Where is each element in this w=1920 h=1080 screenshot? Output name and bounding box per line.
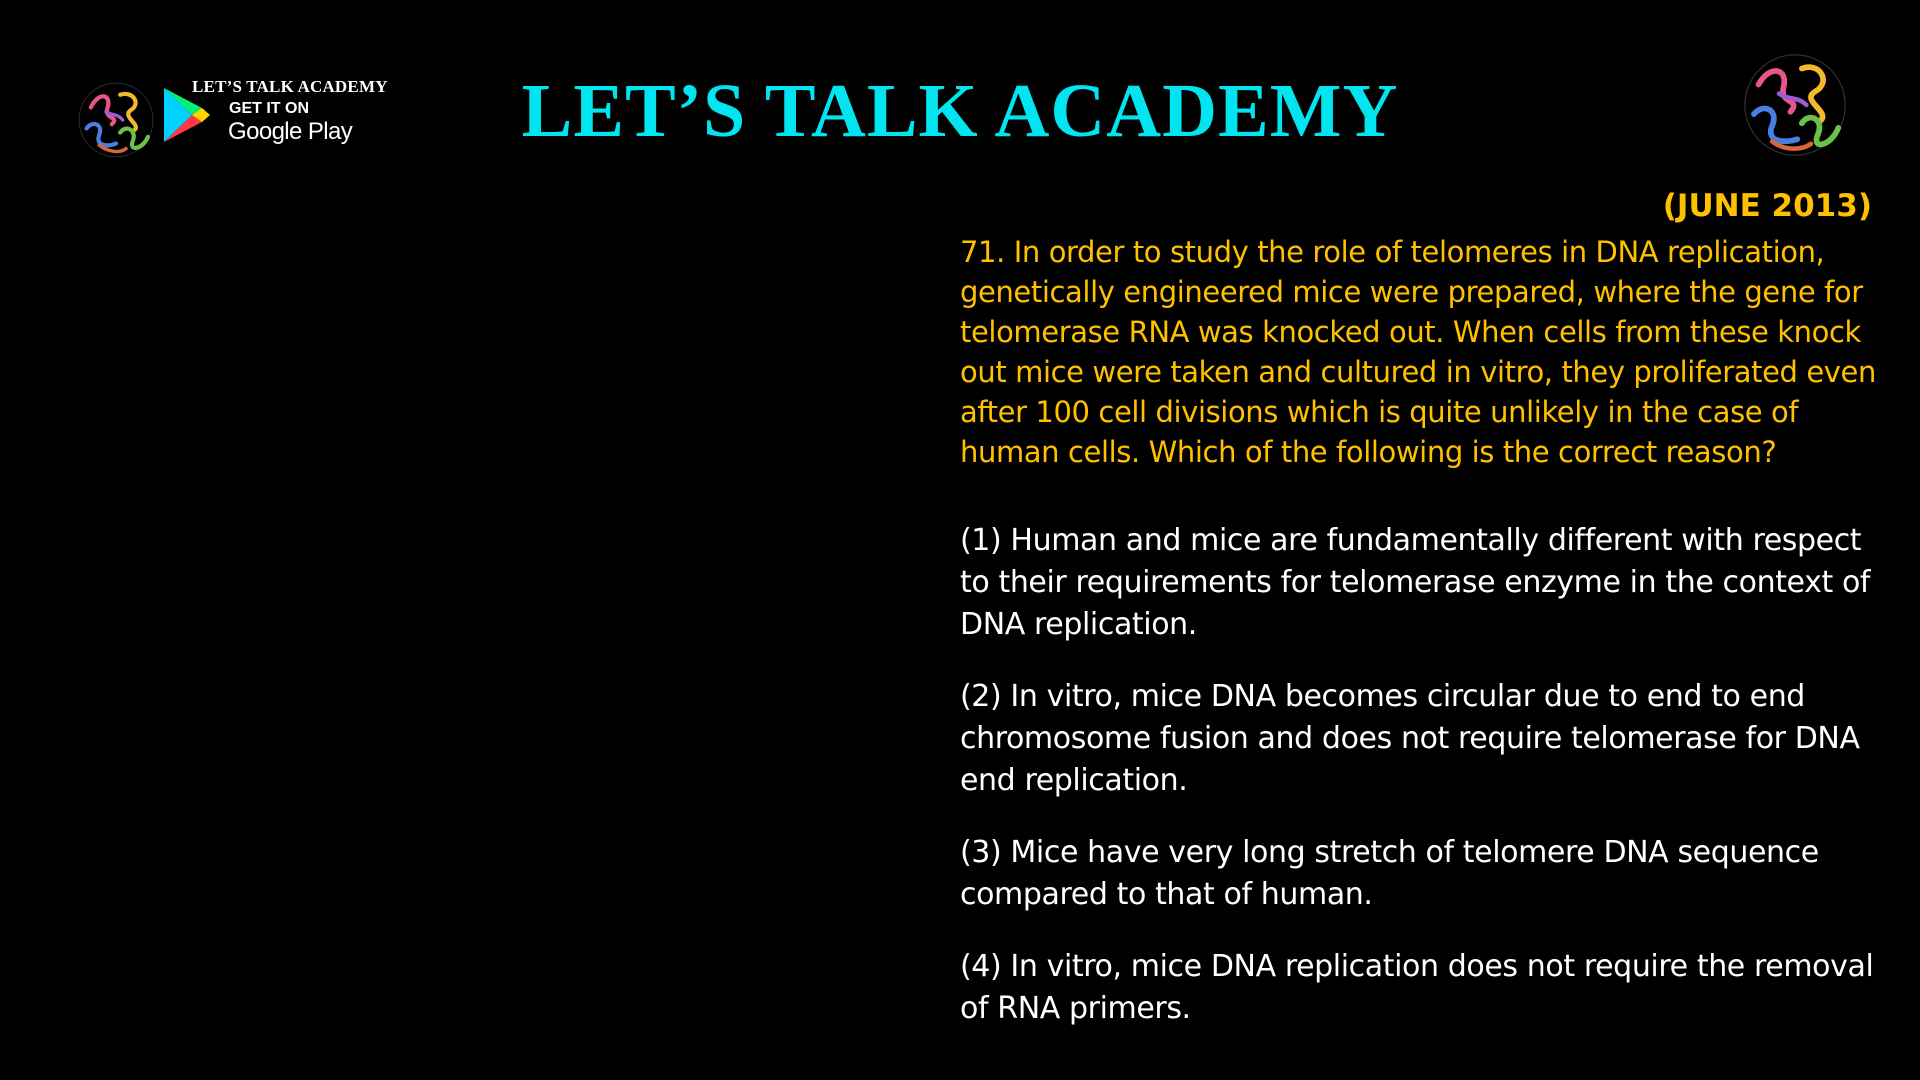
exam-tag: (JUNE 2013) <box>1662 188 1872 224</box>
protein-ribbon-logo-icon <box>74 78 158 162</box>
store-prefix-label: GET IT ON <box>229 100 309 117</box>
option-3: (3) Mice have very long stretch of telomere DNA sequence compared to that of human. <box>960 835 1819 912</box>
brand-academy-name: LET’S TALK ACADEMY <box>192 77 388 96</box>
option-1: (1) Human and mice are fundamentally different with respect to their requirements for telomerase enzyme in the context of DNA replication. <box>960 523 1871 642</box>
question-text: 71. In order to study the role of telomeres in DNA replication, genetically engineered mice were prepared, where the gene for telomerase RNA was knocked out. When cells from these knock out mice were taken and cultured in vitro, they proliferated even after 100 cell divisions which is quite unlikely in the case of human cells. Which of the following is the correct reason? <box>960 235 1876 469</box>
answer-options <box>960 520 1880 1060</box>
option-2: (2) In vitro, mice DNA becomes circular due to end to end chromosome fusion and does not require telomerase for DNA end replication. <box>960 679 1860 798</box>
store-name-label: Google Play <box>228 118 353 145</box>
page-title: LET’S TALK ACADEMY <box>521 69 1399 153</box>
option-4: (4) In vitro, mice DNA replication does not require the removal of RNA primers. <box>960 949 1874 1026</box>
protein-ribbon-logo-icon <box>1738 48 1852 162</box>
